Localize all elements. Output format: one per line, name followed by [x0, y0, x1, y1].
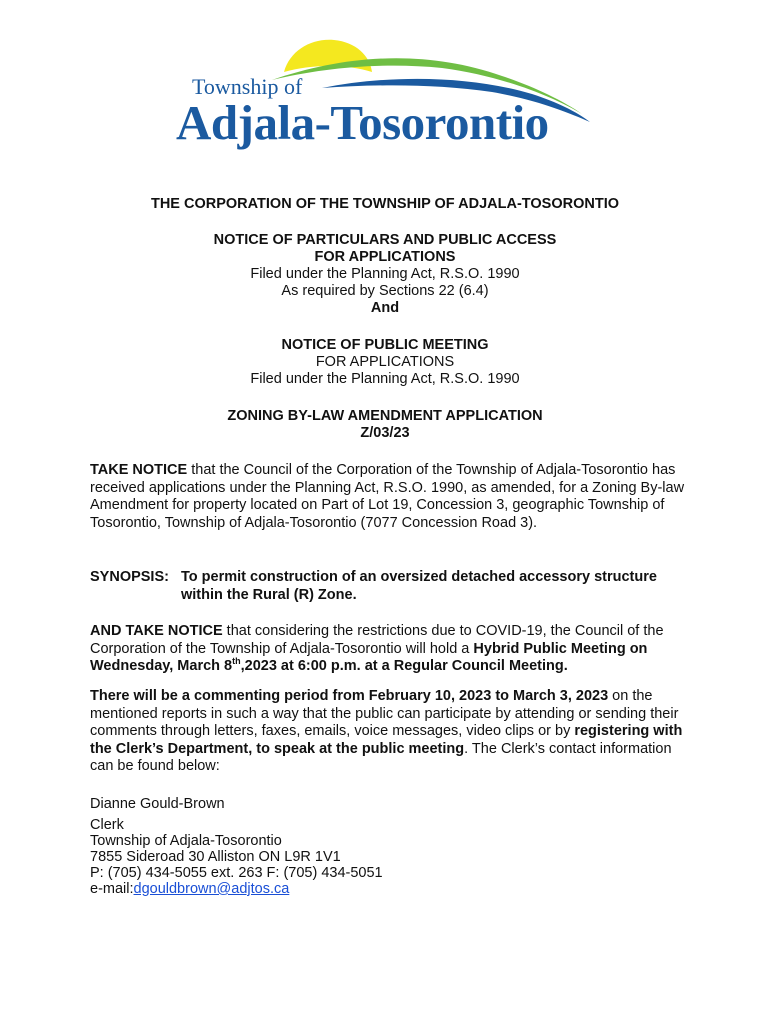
register-with-clerk-text: registering with the Clerk’s Department, to speak at the public meeting	[90, 723, 683, 757]
clerk-title: Clerk	[90, 817, 124, 833]
notice-public-meeting: NOTICE OF PUBLIC MEETING	[281, 337, 489, 353]
required-by-line: As required by Sections 22 (6.4)	[281, 283, 489, 299]
logo-township-of: Township of	[192, 74, 303, 99]
corporation-heading: THE CORPORATION OF THE TOWNSHIP OF ADJALA-TOSORONTIO	[150, 196, 620, 212]
take-notice-paragraph	[90, 462, 690, 532]
clerk-organization: Township of Adjala-Tosorontio	[90, 833, 282, 849]
synopsis-label: SYNOPSIS:	[90, 569, 169, 585]
file-number: Z/03/23	[360, 425, 410, 441]
clerk-info-intro: . The Clerk’s contact information can be found below:	[90, 740, 672, 774]
township-logo	[172, 36, 602, 156]
hybrid-meeting-date: Hybrid Public Meeting on Wednesday, March 8	[90, 640, 648, 674]
take-notice-label: TAKE NOTICE	[90, 462, 188, 478]
commenting-period-paragraph	[90, 688, 690, 776]
take-notice-text: that the Council of the Corporation of the Township of Adjala-Tosorontio has received applications under the Planning Act, R.S.O. 1990, as amended, for a Zoning By-law Amendment for property located on Part of Lot 19, Concession 3, geographic Township of Tosorontio, Township of Adjala-Tosorontio (7077 Concession Road 3).	[90, 462, 685, 531]
meeting-time: ,2023 at 6:00 p.m. at a Regular Council Meeting.	[240, 658, 568, 674]
clerk-name: Dianne Gould-Brown	[90, 796, 225, 812]
filed-under-line1: Filed under the Planning Act, R.S.O. 1990	[250, 266, 520, 282]
clerk-address: 7855 Sideroad 30 Alliston ON L9R 1V1	[90, 849, 341, 865]
filed-under-line2: Filed under the Planning Act, R.S.O. 1990	[250, 371, 520, 387]
commenting-period-label: There will be a commenting period from February 10, 2023 to March 3, 2023	[90, 688, 609, 704]
synopsis-text: To permit construction of an oversized detached accessory structure within the Rural (R) Zone.	[181, 569, 657, 603]
clerk-email-line	[90, 881, 690, 897]
and-take-notice-paragraph	[90, 623, 690, 676]
email-label: e-mail:	[90, 881, 134, 897]
logo-township-name: Adjala-Tosorontio	[176, 95, 549, 150]
synopsis-block	[90, 569, 690, 605]
clerk-contact-block	[90, 796, 690, 897]
clerk-phone-fax: P: (705) 434-5055 ext. 263 F: (705) 434-5051	[90, 865, 383, 881]
date-ordinal-suffix: th	[232, 656, 241, 667]
commenting-period-text: on the mentioned reports in such a way that the public can participate by attending or sending their comments through letters, faxes, emails, voice messages, video clips or by	[90, 688, 679, 739]
notice-particulars-line2: FOR APPLICATIONS	[314, 249, 456, 265]
and-line: And	[370, 300, 400, 316]
application-title: ZONING BY-LAW AMENDMENT APPLICATION	[227, 408, 543, 424]
notice-particulars-line1: NOTICE OF PARTICULARS AND PUBLIC ACCESS	[213, 232, 557, 248]
for-applications-line: FOR APPLICATIONS	[315, 354, 455, 370]
and-take-notice-label: AND TAKE NOTICE	[90, 623, 223, 639]
and-take-notice-text: that considering the restrictions due to COVID-19, the Council of the Corporation of the Township of Adjala-Tosorontio will hold a	[90, 623, 664, 657]
clerk-email-link[interactable]: dgouldbrown@adjtos.ca	[133, 881, 290, 897]
